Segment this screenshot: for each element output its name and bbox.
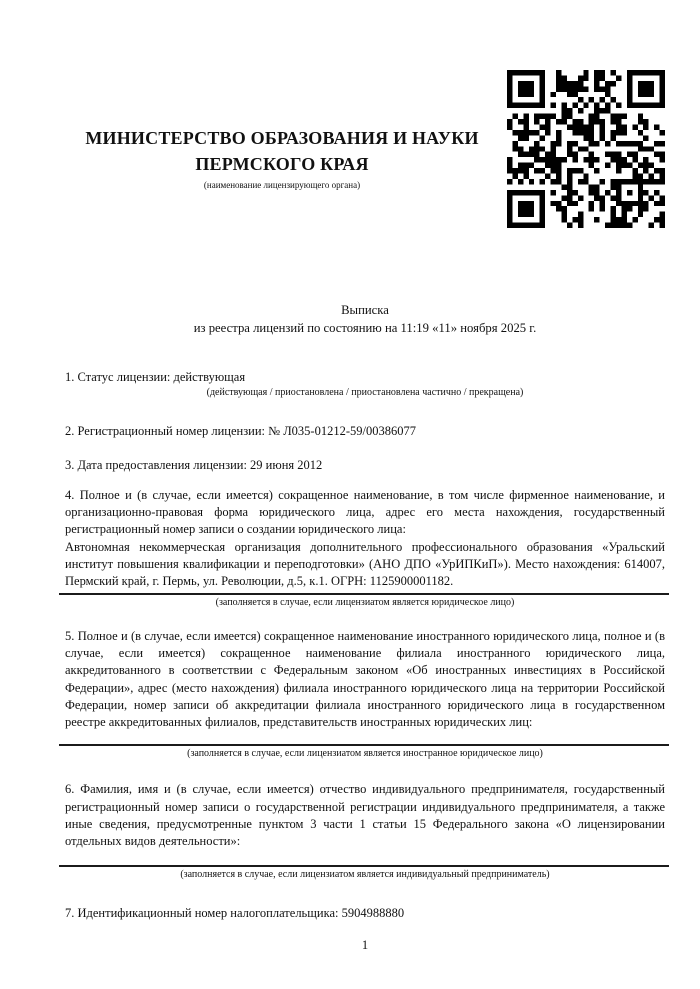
item-5-field-line: [59, 744, 669, 746]
item-1-note: (действующая / приостановлена / приостановлена частично / прекращена): [206, 387, 524, 399]
item-4-legal-entity-heading: 4. Полное и (в случае, если имеется) сокращенное наименование, в том числе фирменное наименование, и организационно-правовая форма юридического лица, адрес его места нахождения, государственный регистрационный номер записи о создании юридического лица:: [65, 487, 665, 537]
ministry-name-line1: МИНИСТЕРСТВО ОБРАЗОВАНИЯ И НАУКИ: [85, 128, 479, 148]
item-7-taxpayer-number: 7. Идентификационный номер налогоплательщика: 5904988880: [65, 905, 405, 920]
item-3-license-date: 3. Дата предоставления лицензии: 29 июня 2012: [65, 457, 323, 472]
item-5-foreign-entity-heading: 5. Полное и (в случае, если имеется) сокращенное наименование иностранного юридического лица, полное и (в случае, если имеется) сокращенное наименование филиала иностранного юридического лица, аккредитованного в соответствии с Федеральным законом «Об иностранных инвестициях в Российской Федерации», адрес (место нахождения) филиала иностранного юридического лица на территории Российской Федерации, номер записи об аккредитации филиала иностранного юридического лица в государственном реестре аккредитованных филиалов, представительств иностранных юридических лиц:: [65, 628, 665, 730]
document-title-line1: Выписка: [341, 303, 389, 317]
ministry-name-line2: ПЕРМСКОГО КРАЯ: [195, 154, 369, 174]
item-1-license-status: 1. Статус лицензии: действующая: [65, 370, 246, 384]
item-4-note: (заполняется в случае, если лицензиатом является юридическое лицо): [215, 596, 515, 608]
item-6-entrepreneur-heading: 6. Фамилия, имя и (в случае, если имеется) отчество индивидуального предпринимателя, государственный регистрационный номер записи о государственной регистрации индивидуального предпринимателя, а также иные сведения, предусмотренные пунктом 3 части 1 статьи 15 Федерального закона «О лицензировании отдельных видов деятельности»:: [65, 782, 665, 849]
document-title: [65, 301, 665, 337]
page-number: 1: [361, 937, 369, 952]
item-5-note: (заполняется в случае, если лицензиатом является иностранное юридическое лицо): [187, 748, 543, 760]
item-4-legal-entity-value: Автономная некоммерческая организация дополнительного профессионального образования «Уральский институт повышения квалификации и переподготовки» (АНО ДПО «УрИПКиП»). Место нахождения: 614007, Пермский край, г. Пермь, ул. Революции, д.5, к.1. ОГРН: 1125900001182.: [65, 539, 665, 589]
licensing-authority-name: [65, 125, 499, 177]
qr-code: [507, 70, 665, 228]
licensing-authority-caption: (наименование лицензирующего органа): [203, 180, 361, 190]
item-2-registration-number: 2. Регистрационный номер лицензии: № Л035-01212-59/00386077: [65, 424, 416, 439]
item-4-field-line: [59, 593, 669, 595]
licensing-authority-block: [65, 125, 499, 192]
item-6-field-line: [59, 865, 669, 867]
item-6-note: (заполняется в случае, если лицензиатом является индивидуальный предприниматель): [180, 868, 550, 880]
document-title-line2: из реестра лицензий по состоянию на 11:19 «11» ноября 2025 г.: [193, 321, 537, 335]
document-header: [65, 67, 665, 237]
